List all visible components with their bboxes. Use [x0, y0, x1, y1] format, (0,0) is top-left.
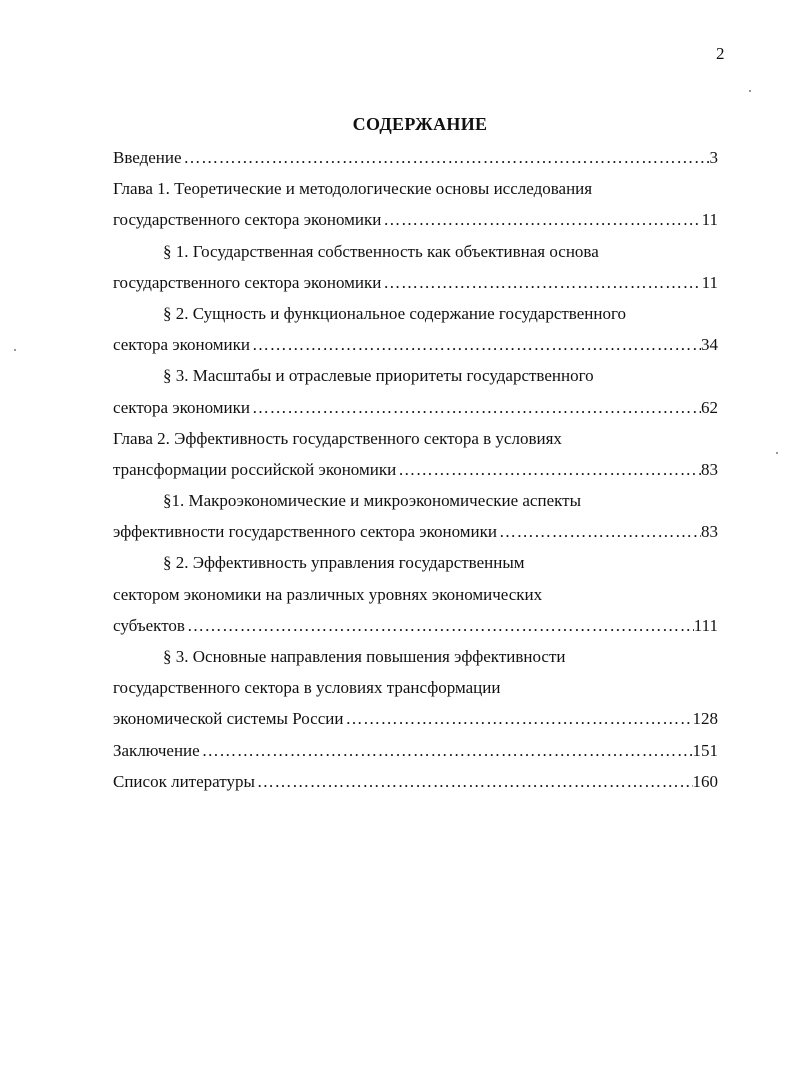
dot-leader [381, 204, 701, 235]
dot-leader [396, 454, 701, 485]
toc-entry[interactable] [113, 142, 718, 173]
toc-entry[interactable] [113, 360, 718, 422]
toc-entry-text: государственного сектора в условиях трансформации [113, 678, 501, 698]
toc-entry-text: эффективности государственного сектора экономики [113, 522, 497, 542]
dot-leader [200, 735, 693, 766]
dot-leader [250, 329, 701, 360]
scan-speck [14, 349, 16, 351]
dot-leader [185, 610, 694, 641]
toc-entry[interactable] [113, 641, 718, 735]
toc-page-number: 11 [701, 210, 718, 230]
toc-entry-last-line [113, 610, 718, 641]
toc-entry-last-line [113, 204, 718, 235]
toc-page-number: 83 [701, 459, 718, 479]
toc-entry-last-line [113, 703, 718, 734]
toc-entry[interactable] [113, 485, 718, 547]
toc-entry[interactable] [113, 766, 718, 797]
toc-entry-text: государственного сектора экономики [113, 272, 382, 292]
toc-entry-last-line [113, 329, 718, 360]
toc-entry-text: трансформации российской экономики [113, 459, 397, 479]
toc-page-number: 128 [692, 709, 718, 729]
toc-entry[interactable] [113, 236, 718, 298]
toc-entry-last-line [113, 766, 718, 797]
toc-entry-text: сектора экономики [113, 397, 251, 417]
toc-entry-text: § 3. Основные направления повышения эффективности [163, 647, 566, 666]
toc-entry-text: § 3. Масштабы и отраслевые приоритеты государственного [163, 366, 594, 386]
toc-entry-text: § 2. Сущность и функциональное содержание государственного [163, 303, 627, 323]
dot-leader [250, 392, 701, 423]
toc-entry-text: §1. Макроэкономические и микроэкономические аспекты [163, 491, 581, 511]
toc-page-number: 11 [701, 272, 718, 292]
toc-entry-last-line [113, 267, 718, 298]
toc-entry-text: Глава 2. Эффективность государственного сектора в условиях [113, 428, 562, 448]
toc-entry-last-line [113, 142, 718, 173]
toc-entry-text: § 2. Эффективность управления государственным [163, 553, 525, 573]
toc-entry-text: Введение [113, 148, 182, 167]
toc-entry-text: Глава 1. Теоретические и методологические основы исследования [113, 179, 593, 199]
toc-entry-text: субъектов [113, 615, 185, 635]
toc-entry[interactable] [113, 423, 718, 485]
dot-leader [255, 766, 693, 797]
toc-entry-text: государственного сектора экономики [113, 210, 382, 230]
toc-entry[interactable] [113, 735, 718, 766]
toc-entry-last-line [113, 735, 718, 766]
scan-speck [749, 90, 751, 92]
toc-entry-text: сектора экономики [113, 335, 251, 355]
toc-entry-last-line [113, 454, 718, 485]
dot-leader [381, 267, 701, 298]
toc-entry-last-line [113, 516, 718, 547]
toc-page-number: 83 [701, 522, 718, 542]
dot-leader [497, 516, 701, 547]
toc-page-number: 62 [701, 397, 718, 417]
toc-entry[interactable] [113, 298, 718, 360]
toc-entry[interactable] [113, 173, 718, 235]
toc-page-number: 151 [692, 740, 718, 760]
toc-entry-text: Список литературы [113, 771, 255, 791]
toc-page-number: 111 [693, 615, 718, 635]
toc-entry-last-line [113, 392, 718, 423]
toc-page-number: 160 [692, 771, 718, 791]
toc-entry-text: § 1. Государственная собственность как объективная основа [163, 241, 599, 261]
toc-page-number: 34 [701, 335, 718, 355]
page-number: 2 [716, 44, 725, 63]
dot-leader [182, 142, 710, 173]
toc-page-number: 3 [709, 148, 718, 167]
dot-leader [343, 703, 692, 734]
toc-entry-text: сектором экономики на различных уровнях экономических [113, 584, 543, 604]
scan-speck [776, 452, 778, 454]
page-title: СОДЕРЖАНИЕ [352, 114, 488, 134]
toc-entry[interactable] [113, 547, 718, 641]
toc-entry-text: экономической системы России [113, 709, 344, 729]
toc-entry-text: Заключение [113, 740, 200, 760]
table-of-contents [113, 142, 718, 797]
